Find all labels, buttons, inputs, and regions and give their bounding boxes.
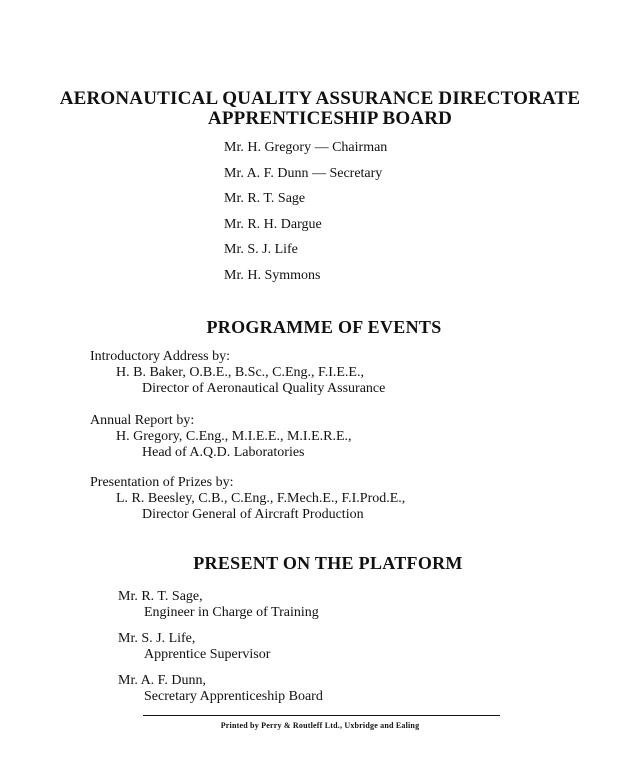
printer-credit: Printed by Perry & Routleff Ltd., Uxbridge and Ealing bbox=[220, 721, 420, 730]
board-title: AERONAUTICAL QUALITY ASSURANCE DIRECTORATE bbox=[59, 88, 581, 109]
board-member: Mr. S. J. Life bbox=[224, 242, 298, 258]
platform-heading: PRESENT ON THE PLATFORM bbox=[193, 553, 463, 573]
event-label: Annual Report by: bbox=[90, 413, 195, 428]
event-speaker-role: Head of A.Q.D. Laboratories bbox=[142, 445, 305, 460]
platform-person-name: Mr. A. F. Dunn, bbox=[118, 673, 206, 688]
platform-person bbox=[118, 631, 270, 663]
board-member: Mr. H. Gregory — Chairman bbox=[224, 140, 388, 155]
board-member: Mr. A. F. Dunn — Secretary bbox=[224, 165, 383, 181]
event-presentation-of-prizes bbox=[90, 475, 405, 523]
board-member: Mr. H. Symmons bbox=[224, 267, 321, 283]
event-speaker: L. R. Beesley, C.B., C.Eng., F.Mech.E., F.I.Prod.E., bbox=[116, 491, 406, 506]
platform-person-name: Mr. R. T. Sage, bbox=[118, 589, 203, 604]
event-label: Introductory Address by: bbox=[90, 349, 230, 364]
footer-divider bbox=[143, 715, 500, 716]
event-speaker-role: Director of Aeronautical Quality Assurance bbox=[142, 381, 386, 396]
event-speaker: H. B. Baker, O.B.E., B.Sc., C.Eng., F.I.E.E., bbox=[116, 365, 364, 380]
board-member: Mr. R. H. Dargue bbox=[224, 216, 322, 232]
platform-person-role: Engineer in Charge of Training bbox=[144, 605, 319, 620]
programme-heading: PROGRAMME OF EVENTS bbox=[206, 317, 442, 337]
event-speaker: H. Gregory, C.Eng., M.I.E.E., M.I.E.R.E., bbox=[116, 429, 352, 444]
event-annual-report bbox=[90, 413, 352, 461]
event-introductory-address bbox=[90, 349, 385, 397]
platform-person-name: Mr. S. J. Life, bbox=[118, 631, 196, 646]
board-members-list bbox=[224, 140, 387, 294]
board-member: Mr. R. T. Sage bbox=[224, 191, 306, 207]
event-label: Presentation of Prizes by: bbox=[90, 475, 234, 490]
platform-person-role: Apprentice Supervisor bbox=[144, 647, 271, 662]
event-speaker-role: Director General of Aircraft Production bbox=[142, 507, 364, 522]
board-subtitle: APPRENTICESHIP BOARD bbox=[207, 108, 453, 129]
platform-person bbox=[118, 673, 323, 705]
platform-person-role: Secretary Apprenticeship Board bbox=[144, 689, 323, 704]
platform-person bbox=[118, 589, 319, 621]
